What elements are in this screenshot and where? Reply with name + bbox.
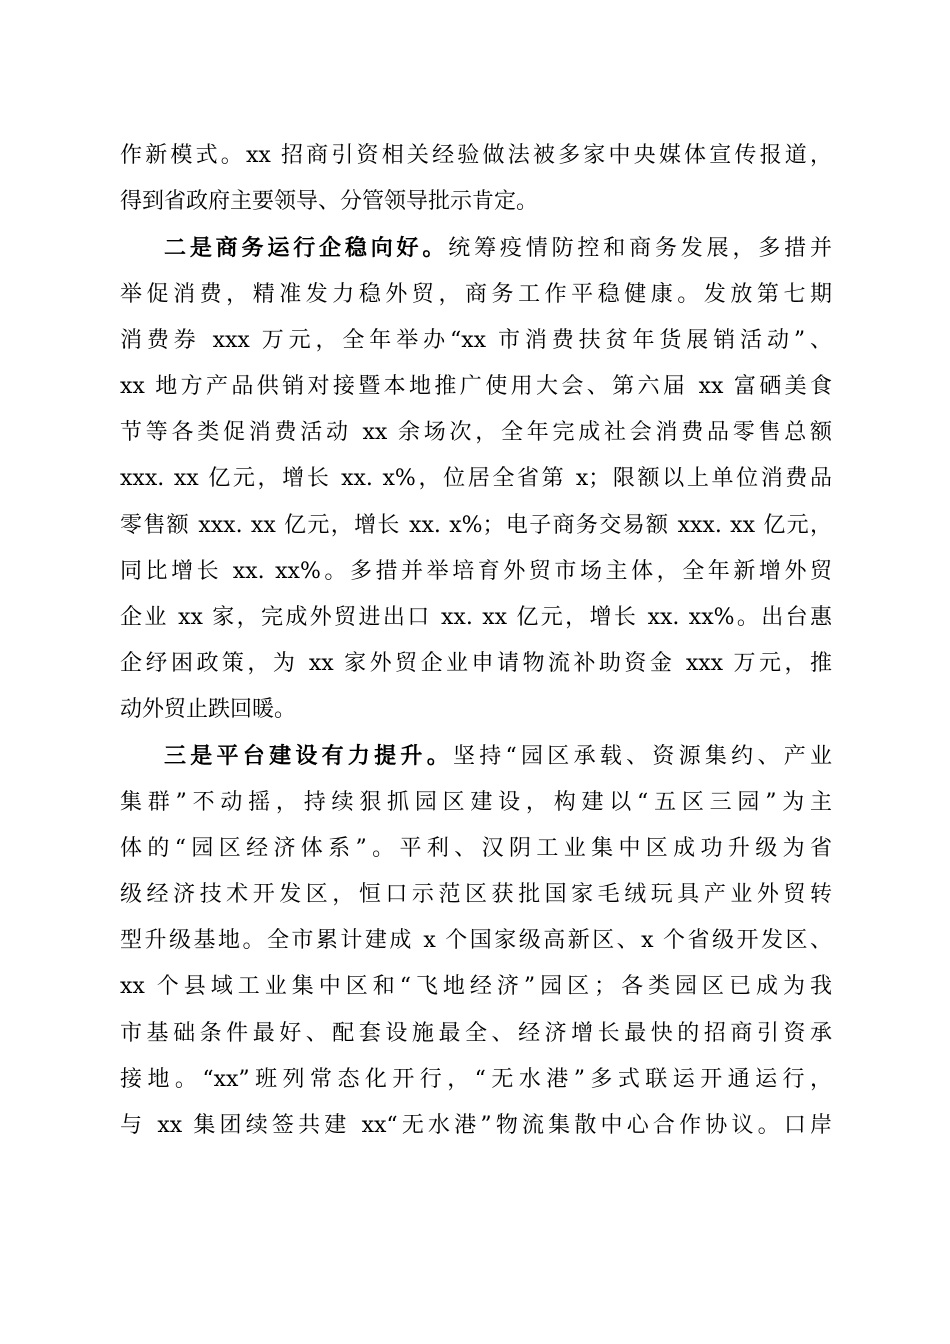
paragraph-2 bbox=[120, 225, 832, 733]
paragraph-line: 型升级基地。全市累计建成 x 个国家级高新区、x 个省级开发区、 bbox=[120, 928, 832, 954]
document-body bbox=[120, 133, 832, 1149]
paragraph-line: 同比增长 xx. xx%。多措并举培育外贸市场主体，全年新增外贸 bbox=[120, 558, 832, 584]
paragraph-1 bbox=[120, 133, 832, 225]
paragraph-line: 作新模式。xx 招商引资相关经验做法被多家中央媒体宣传报道， bbox=[120, 143, 832, 168]
paragraph-line: 企纾困政策，为 xx 家外贸企业申请物流补助资金 xxx 万元，推 bbox=[120, 651, 832, 677]
paragraph-lead-heading: 二是商务运行企稳向好。 bbox=[164, 235, 449, 262]
paragraph-line: xxx. xx 亿元，增长 xx. x%，位居全省第 x；限额以上单位消费品 bbox=[120, 466, 832, 492]
paragraph-first-line bbox=[120, 733, 832, 779]
paragraph-3 bbox=[120, 733, 832, 1149]
paragraph-line: 消费券 xxx 万元，全年举办“xx 市消费扶贫年货展销活动”、 bbox=[120, 327, 832, 353]
paragraph-line: 节等各类促消费活动 xx 余场次，全年完成社会消费品零售总额 bbox=[120, 420, 832, 446]
paragraph-line: 市基础条件最好、配套设施最全、经济增长最快的招商引资承 bbox=[120, 1020, 832, 1046]
paragraph-line: 举促消费，精准发力稳外贸，商务工作平稳健康。发放第七期 bbox=[120, 281, 832, 307]
paragraph-lead-heading: 三是平台建设有力提升。 bbox=[164, 743, 453, 770]
paragraph-first-line-text: 坚持“园区承载、资源集约、产业 bbox=[452, 744, 832, 770]
paragraph-line: xx 个县域工业集中区和“飞地经济”园区；各类园区已成为我 bbox=[120, 974, 832, 1000]
paragraph-line: 级经济技术开发区，恒口示范区获批国家毛绒玩具产业外贸转 bbox=[120, 882, 832, 907]
paragraph-line: 体的“园区经济体系”。平利、汉阴工业集中区成功升级为省 bbox=[120, 835, 832, 861]
paragraph-line: xx 地方产品供销对接暨本地推广使用大会、第六届 xx 富硒美食 bbox=[120, 373, 832, 399]
paragraph-line: 与 xx 集团续签共建 xx“无水港”物流集散中心合作协议。口岸 bbox=[120, 1112, 832, 1138]
paragraph-first-line bbox=[120, 225, 832, 271]
paragraph-line: 集群”不动摇，持续狠抓园区建设，构建以“五区三园”为主 bbox=[120, 789, 832, 815]
paragraph-line: 接地。“xx”班列常态化开行，“无水港”多式联运开通运行， bbox=[120, 1066, 832, 1092]
paragraph-first-line-text: 统筹疫情防控和商务发展，多措并 bbox=[448, 236, 832, 262]
paragraph-line: 得到省政府主要领导、分管领导批示肯定。 bbox=[120, 189, 539, 215]
paragraph-line: 动外贸止跌回暖。 bbox=[120, 697, 297, 723]
paragraph-line: 零售额 xxx. xx 亿元，增长 xx. x%；电子商务交易额 xxx. xx 亿元， bbox=[120, 512, 832, 538]
paragraph-line: 企业 xx 家，完成外贸进出口 xx. xx 亿元，增长 xx. xx%。出台惠 bbox=[120, 604, 832, 630]
